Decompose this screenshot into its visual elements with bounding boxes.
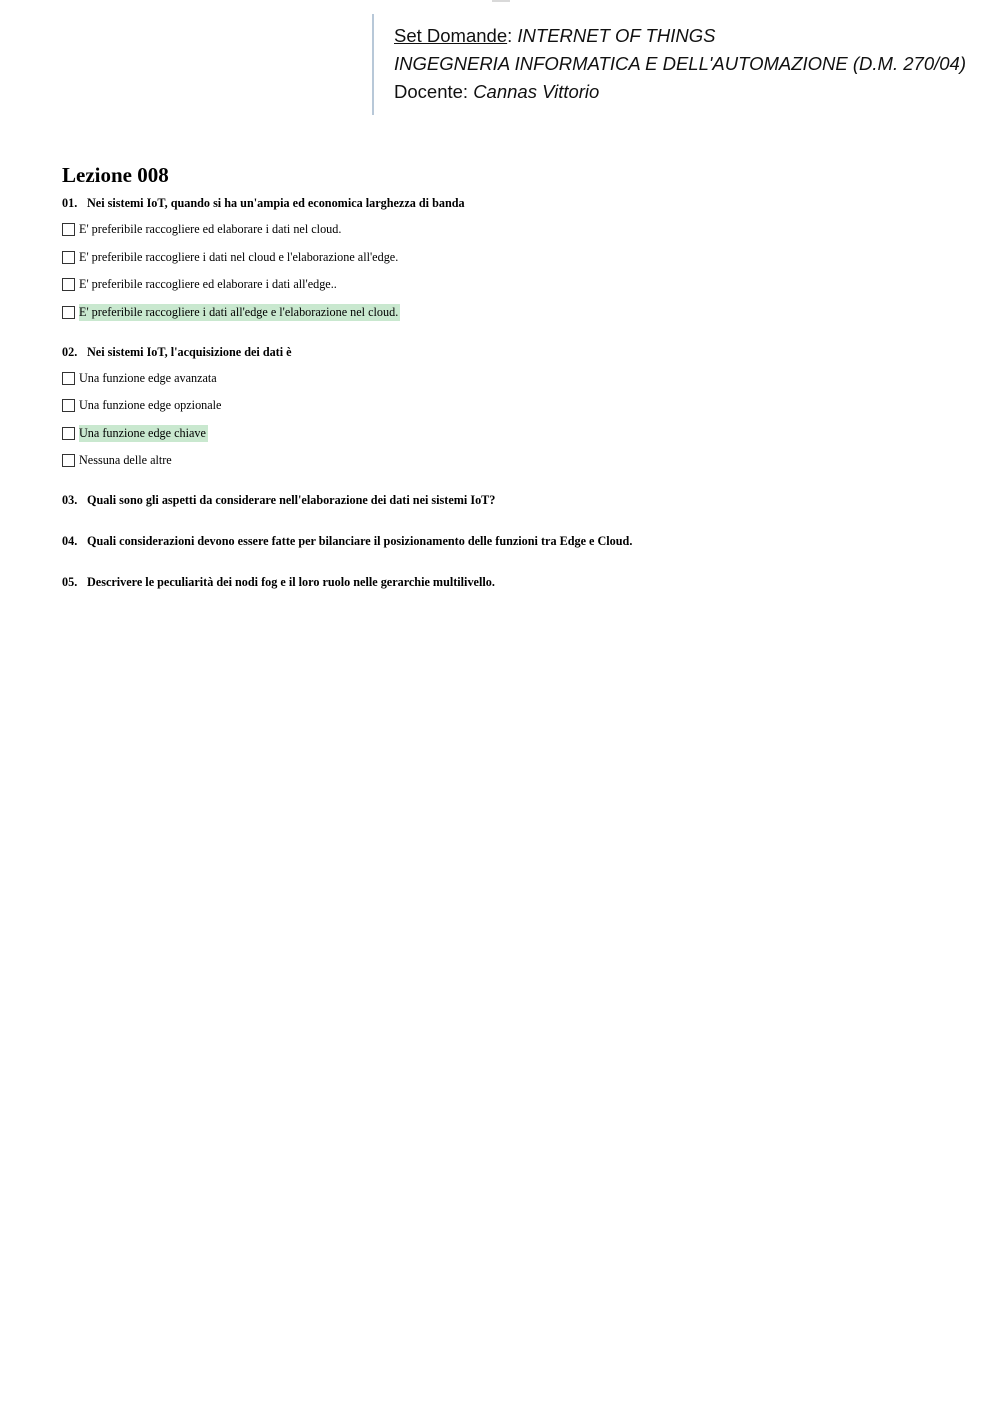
answer-option[interactable] [62, 276, 962, 293]
teacher-label: Docente: [394, 81, 474, 102]
header-set-line [394, 22, 992, 50]
question-label: Nei sistemi IoT, l'acquisizione dei dati è [87, 344, 292, 359]
question-block [62, 343, 962, 470]
question-text [62, 491, 962, 509]
teacher-name: Cannas Vittorio [473, 81, 600, 102]
answer-checkbox[interactable] [62, 306, 75, 319]
set-separator: : [507, 25, 518, 46]
answer-checkbox[interactable] [62, 399, 75, 412]
question-number: 01. [62, 196, 78, 210]
question-label: Quali sono gli aspetti da considerare nell'elaborazione dei dati nei sistemi IoT? [87, 493, 496, 507]
answer-text: E' preferibile raccogliere i dati all'edge e l'elaborazione nel cloud. [79, 304, 399, 319]
set-domande-label: Set Domande [394, 25, 508, 46]
answer-option[interactable] [62, 370, 962, 387]
answer-checkbox[interactable] [62, 454, 75, 467]
answer-text: Nessuna delle altre [79, 453, 172, 467]
question-block-open [62, 573, 962, 591]
answer-checkbox[interactable] [62, 251, 75, 264]
answer-text: Una funzione edge opzionale [79, 398, 222, 412]
header-teacher-line [394, 78, 992, 106]
question-label: Nei sistemi IoT, quando si ha un'ampia ed economica larghezza di banda [87, 196, 465, 210]
lesson-content [62, 160, 962, 614]
answer-list [62, 221, 962, 321]
answer-text: E' preferibile raccogliere i dati nel cloud e l'elaborazione all'edge. [79, 249, 399, 264]
answer-text: E' preferibile raccogliere ed elaborare i dati all'edge.. [79, 277, 337, 291]
answer-checkbox[interactable] [62, 372, 75, 385]
answer-checkbox[interactable] [62, 278, 75, 291]
question-block [62, 194, 962, 321]
answer-option[interactable] [62, 249, 962, 266]
answer-text: E' preferibile raccogliere ed elaborare i dati nel cloud. [79, 222, 342, 236]
question-text [62, 194, 962, 212]
answer-option[interactable] [62, 452, 962, 469]
answer-list [62, 370, 962, 470]
question-number: 04. [62, 534, 78, 548]
degree-name: INGEGNERIA INFORMATICA E DELL'AUTOMAZIONE (D.M. 270/04) [394, 53, 966, 74]
question-number: 05. [62, 575, 78, 589]
question-number: 03. [62, 493, 78, 507]
lesson-title: Lezione 008 [62, 163, 169, 187]
answer-text: Una funzione edge chiave [79, 425, 206, 440]
question-block-open [62, 532, 962, 550]
top-page-mark [492, 0, 510, 2]
question-text [62, 343, 962, 361]
answer-option[interactable] [62, 397, 962, 414]
question-block-open [62, 491, 962, 509]
question-label: Descrivere le peculiarità dei nodi fog e il loro ruolo nelle gerarchie multilivello. [87, 575, 495, 589]
answer-option[interactable] [62, 221, 962, 238]
document-header [372, 14, 992, 115]
course-name: INTERNET OF THINGS [517, 25, 716, 46]
answer-text: Una funzione edge avanzata [79, 370, 217, 385]
question-text [62, 573, 962, 591]
answer-option-correct[interactable] [62, 425, 962, 442]
answer-option-correct[interactable] [62, 304, 962, 321]
question-text [62, 532, 962, 550]
question-number: 02. [62, 344, 78, 359]
answer-checkbox[interactable] [62, 223, 75, 236]
question-label: Quali considerazioni devono essere fatte per bilanciare il posizionamento delle funzioni tra Edge e Cloud. [87, 534, 633, 548]
answer-checkbox[interactable] [62, 427, 75, 440]
